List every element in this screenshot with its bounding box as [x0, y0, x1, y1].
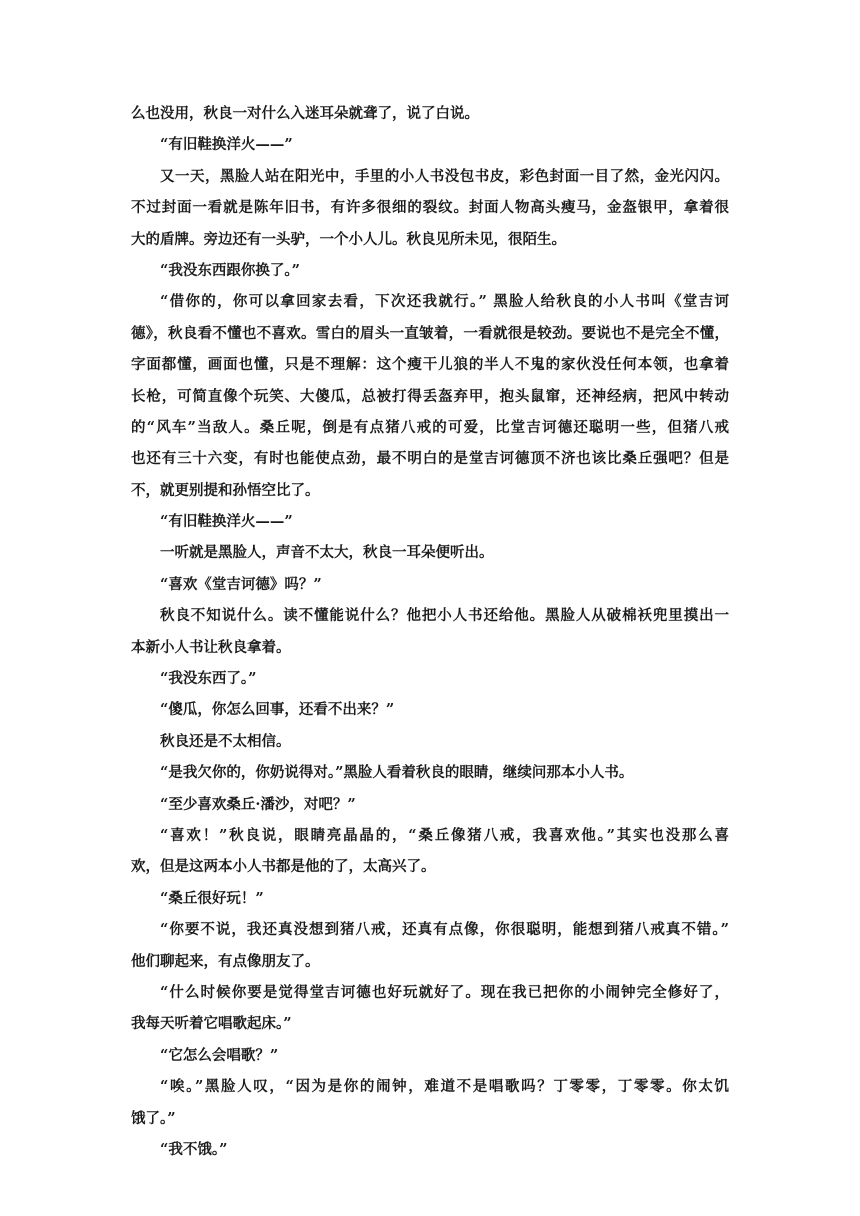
- text-line: 秋良不知说什么。读不懂能说什么？他把小人书还给他。黑脸人从破棉袄兜里摸出一: [160, 607, 729, 625]
- text-line: 秋良还是不太相信。: [160, 732, 291, 750]
- text-line: “是我欠你的，你奶说得对。”黑脸人看着秋良的眼睛，继续问那本小人书。: [160, 764, 634, 782]
- text-line: 又一天，黑脸人站在阳光中，手里的小人书没包书皮，彩色封面一目了然，金光闪闪。: [160, 167, 729, 185]
- text-line: 也还有三十六变，有时也能使点劲，最不明白的是堂吉诃德顶不济也该比桑丘强吧？但是: [131, 450, 729, 468]
- text-line: 本新小人书让秋良拿着。: [131, 638, 291, 656]
- text-line: “唉。”黑脸人叹，“因为是你的闹钟，难道不是唱歌吗？丁零零，丁零零。你太饥: [160, 1078, 729, 1096]
- text-line: “喜欢！”秋良说，眼睛亮晶晶的，“桑丘像猪八戒，我喜欢他。”其实也没那么喜: [160, 826, 729, 844]
- text-line: “什么时候你要是觉得堂吉诃德也好玩就好了。现在我已把你的小闹钟完全修好了，: [160, 983, 729, 1001]
- text-line: 不过封面一看就是陈年旧书，有许多很细的裂纹。封面人物高头瘦马，金盔银甲，拿着很: [131, 199, 729, 217]
- text-line: 欢，但是这两本小人书都是他的了，太高兴了。: [131, 858, 436, 876]
- text-line: 大的盾牌。旁边还有一头驴，一个小人儿。秋良见所未见，很陌生。: [131, 230, 566, 248]
- text-line: “傻瓜，你怎么回事，还看不出来？”: [160, 701, 395, 719]
- text-line: 的“风车”当敌人。桑丘呢，倒是有点猪八戒的可爱，比堂吉诃德还聪明一些，但猪八戒: [131, 418, 729, 436]
- text-line: “它怎么会唱歌？”: [160, 1046, 279, 1064]
- text-line: “有旧鞋换洋火——”: [160, 513, 293, 531]
- text-line: “桑丘很好玩！”: [160, 889, 264, 907]
- text-line: “我没东西了。”: [160, 670, 257, 688]
- text-line: 一听就是黑脸人，声音不太大，秋良一耳朵便听出。: [160, 544, 494, 562]
- text-line: “至少喜欢桑丘·潘沙，对吧？”: [160, 795, 356, 813]
- text-line: 他们聊起来，有点像朋友了。: [131, 952, 320, 970]
- text-line: “有旧鞋换洋火——”: [160, 136, 293, 154]
- text-line: “你要不说，我还真没想到猪八戒，还真有点像，你很聪明，能想到猪八戒真不错。”: [160, 921, 729, 939]
- text-line: 饿了。”: [131, 1109, 176, 1127]
- text-line: 长枪，可简直像个玩笑、大傻瓜，总被打得丢盔弃甲，抱头鼠窜，还神经病，把风中转动: [131, 387, 729, 405]
- document-page: [131, 98, 729, 1165]
- text-line: 不，就更别提和孙悟空比了。: [131, 481, 320, 499]
- text-line: 么也没用，秋良一对什么入迷耳朵就聋了，说了白说。: [131, 105, 479, 122]
- text-line: “我没东西跟你换了。”: [160, 261, 300, 279]
- text-line: “我不饿。”: [160, 1140, 228, 1158]
- text-line: “借你的，你可以拿回家去看，下次还我就行。” 黑脸人给秋良的小人书叫《堂吉诃: [160, 293, 729, 311]
- text-line: 德》，秋良看不懂也不喜欢。雪白的眉头一直皱着，一看就很是较劲。要说也不是完全不懂，: [131, 324, 729, 342]
- text-line: 字面都懂，画面也懂，只是不理解：这个瘦干儿狼的半人不鬼的家伙没任何本领，也拿着: [131, 356, 729, 374]
- text-line: “喜欢《堂吉诃德》吗？”: [160, 575, 322, 593]
- text-line: 我每天听着它唱歌起床。”: [131, 1015, 292, 1033]
